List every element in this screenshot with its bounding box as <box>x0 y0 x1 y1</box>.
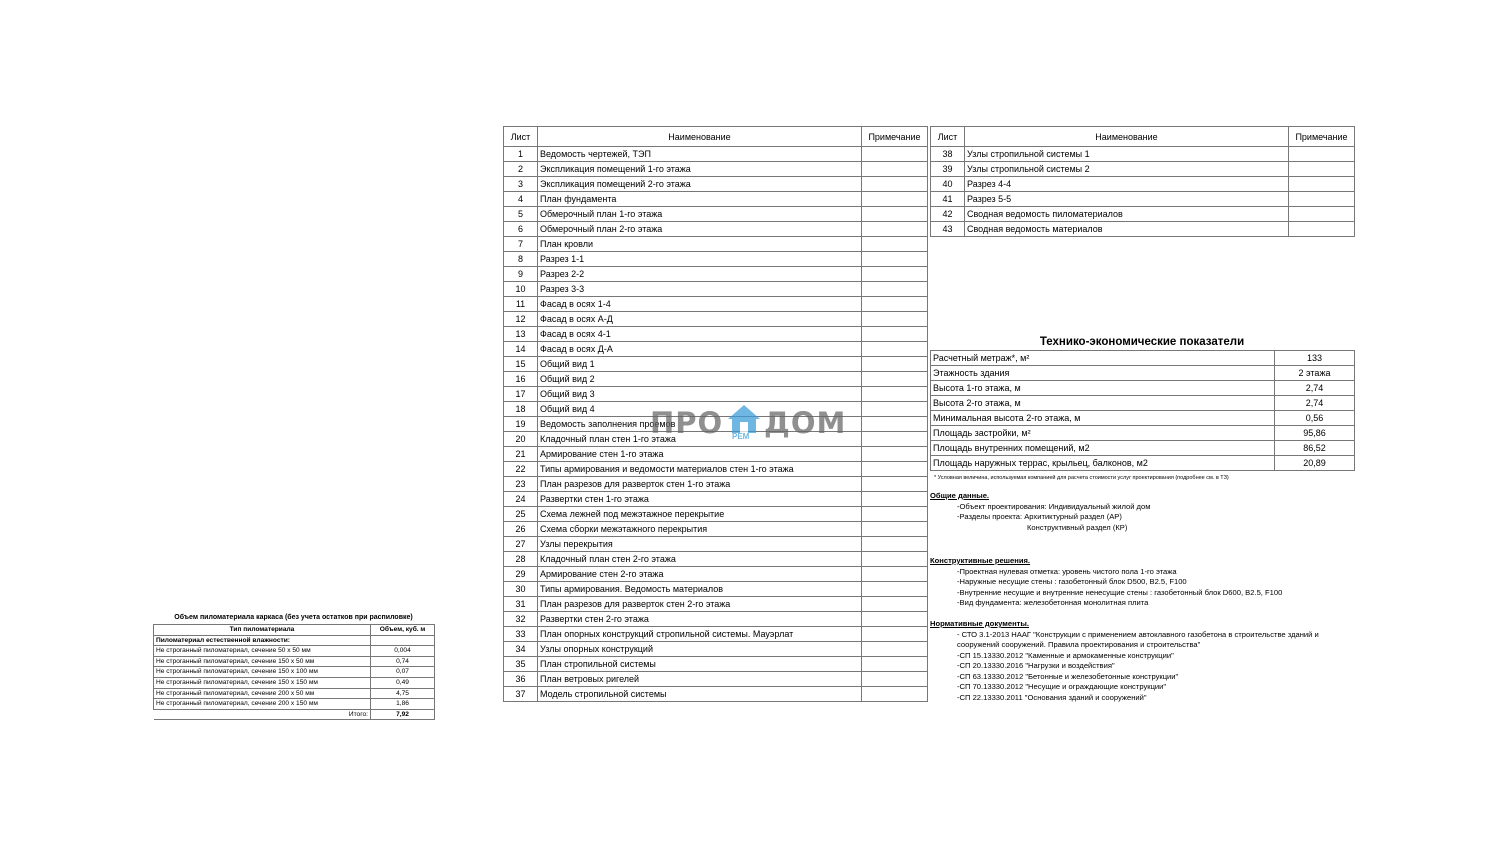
table-row <box>504 627 928 642</box>
sheet-note <box>862 642 928 657</box>
sheet-name: Обмерочный план 1-го этажа <box>538 207 862 222</box>
sheet-note <box>862 402 928 417</box>
tep-label: Минимальная высота 2-го этажа, м <box>931 411 1275 426</box>
sheet-name: Разрез 3-3 <box>538 282 862 297</box>
lumber-row <box>154 699 435 710</box>
table-row <box>504 462 928 477</box>
sheet-name: Фасад в осях 1-4 <box>538 297 862 312</box>
tep-value: 2 этажа <box>1275 366 1355 381</box>
sheet-note <box>862 357 928 372</box>
house-icon <box>726 404 762 434</box>
table-row <box>504 177 928 192</box>
sheet-number: 14 <box>504 342 538 357</box>
drawings-list-table-right <box>930 126 1355 237</box>
table-row <box>504 567 928 582</box>
sheet-name: Типы армирования. Ведомость материалов <box>538 582 862 597</box>
constructive-line: -Вид фундамента: железобетонная монолитная плита <box>957 598 1149 607</box>
sheet-name: Общий вид 3 <box>538 387 862 402</box>
table-row <box>504 447 928 462</box>
sheet-note <box>862 342 928 357</box>
table-row <box>504 597 928 612</box>
table-row <box>504 267 928 282</box>
sheet-number: 28 <box>504 552 538 567</box>
sheet-note <box>862 417 928 432</box>
sheet-note <box>1289 207 1355 222</box>
lumber-group-row <box>154 635 435 646</box>
table-row <box>504 657 928 672</box>
sheet-note <box>862 432 928 447</box>
sheet-note <box>862 372 928 387</box>
table-row <box>931 222 1355 237</box>
normative-line: - СТО 3.1-2013 НААГ "Конструкции с применением автоклавного газобетона в строительстве зданий и <box>957 629 1319 639</box>
tep-row <box>931 426 1355 441</box>
sheet-note <box>862 507 928 522</box>
sheet-note <box>862 237 928 252</box>
sheet-number: 7 <box>504 237 538 252</box>
sheet-note <box>862 162 928 177</box>
table-row <box>504 237 928 252</box>
table-row <box>931 177 1355 192</box>
sheet-note <box>862 492 928 507</box>
lumber-group-label: Пиломатериал естественной влажности: <box>154 635 371 646</box>
table-row <box>504 522 928 537</box>
sheet-name: План фундамента <box>538 192 862 207</box>
sheet-number: 5 <box>504 207 538 222</box>
sheet-note <box>862 207 928 222</box>
sheet-note <box>862 282 928 297</box>
sheet-name: Развертки стен 1-го этажа <box>538 492 862 507</box>
sheet-note <box>862 177 928 192</box>
lumber-col-volume: Объем, куб. м <box>371 625 435 636</box>
general-line: -Объект проектирования: Индивидуальный жилой дом <box>957 501 1151 511</box>
general-line: -Разделы проекта: Архитиктурный раздел (АР) <box>957 512 1122 521</box>
sheet-name: Разрез 5-5 <box>965 192 1289 207</box>
sheet-note <box>862 537 928 552</box>
sheet-number: 25 <box>504 507 538 522</box>
sheet-note <box>862 657 928 672</box>
table-header-row <box>931 127 1355 147</box>
sheet-number: 15 <box>504 357 538 372</box>
tep-value: 86,52 <box>1275 441 1355 456</box>
table-row <box>504 537 928 552</box>
constructive-line: -Наружные несущие стены : газобетонный блок D500, B2.5, F100 <box>957 577 1187 586</box>
sheet-number: 42 <box>931 207 965 222</box>
logo-text-right: ДОМ <box>764 406 847 440</box>
sheet-name: Экспликация помещений 1-го этажа <box>538 162 862 177</box>
lumber-title: Объем пиломатериала каркаса (без учета остатков при распиловке) <box>174 614 413 621</box>
normative-section <box>930 619 1319 703</box>
table-row <box>931 162 1355 177</box>
sheet-name: Модель стропильной системы <box>538 687 862 702</box>
lumber-table <box>153 624 435 720</box>
sheet-number: 32 <box>504 612 538 627</box>
lumber-value: 4,75 <box>371 688 435 699</box>
sheet-name: Узлы перекрытия <box>538 537 862 552</box>
tep-value: 133 <box>1275 351 1355 366</box>
tep-label: Высота 2-го этажа, м <box>931 396 1275 411</box>
lumber-value: 0,49 <box>371 677 435 688</box>
sheet-name: План стропильной системы <box>538 657 862 672</box>
sheet-name: Общий вид 4 <box>538 402 862 417</box>
lumber-label: Не строганный пиломатериал, сечение 200 x 150 мм <box>154 699 371 710</box>
sheet-name: Разрез 4-4 <box>965 177 1289 192</box>
constructive-section <box>930 556 1282 609</box>
tep-row <box>931 441 1355 456</box>
sheet-number: 8 <box>504 252 538 267</box>
sheet-name: Сводная ведомость пиломатериалов <box>965 207 1289 222</box>
table-row <box>504 342 928 357</box>
table-row <box>504 687 928 702</box>
normative-line: -СП 22.13330.2011 "Основания зданий и сооружений" <box>957 692 1147 702</box>
table-row <box>504 582 928 597</box>
sheet-name: Армирование стен 2-го этажа <box>538 567 862 582</box>
sheet-number: 43 <box>931 222 965 237</box>
lumber-group-empty <box>371 635 435 646</box>
sheet-number: 34 <box>504 642 538 657</box>
sheet-number: 16 <box>504 372 538 387</box>
sheet-name: Кладочный план стен 1-го этажа <box>538 432 862 447</box>
sheet-number: 39 <box>931 162 965 177</box>
sheet-note <box>1289 192 1355 207</box>
sheet-number: 12 <box>504 312 538 327</box>
tep-value: 0,56 <box>1275 411 1355 426</box>
lumber-value: 0,74 <box>371 656 435 667</box>
table-row <box>504 297 928 312</box>
lumber-row <box>154 667 435 678</box>
tep-label: Площадь наружных террас, крыльец, балконов, м2 <box>931 456 1275 471</box>
sheet-number: 35 <box>504 657 538 672</box>
sheet-number: 20 <box>504 432 538 447</box>
sheet-name: Узлы опорных конструкций <box>538 642 862 657</box>
sheet-number: 2 <box>504 162 538 177</box>
sheet-note <box>862 687 928 702</box>
constructive-line: -Проектная нулевая отметка: уровень чистого пола 1-го этажа <box>957 566 1177 576</box>
tep-label: Расчетный метраж*, м² <box>931 351 1275 366</box>
table-row <box>504 492 928 507</box>
lumber-row <box>154 646 435 657</box>
prodom-logo <box>650 404 850 444</box>
sheet-note <box>862 327 928 342</box>
tep-row <box>931 396 1355 411</box>
sheet-note <box>862 267 928 282</box>
constructive-line: -Внутренние несущие и внутренние ненесущие стены : газобетонный блок D600, B2.5, F100 <box>957 587 1283 597</box>
sheet-note <box>1289 222 1355 237</box>
sheet-name: Сводная ведомость материалов <box>965 222 1289 237</box>
lumber-value: 0,07 <box>371 667 435 678</box>
col-name-header: Наименование <box>965 127 1289 147</box>
tep-label: Площадь застройки, м² <box>931 426 1275 441</box>
table-row <box>931 192 1355 207</box>
sheet-number: 41 <box>931 192 965 207</box>
sheet-name: Ведомость заполнения проемов <box>538 417 862 432</box>
sheet-note <box>862 582 928 597</box>
table-row <box>504 552 928 567</box>
sheet-note <box>1289 147 1355 162</box>
sheet-number: 13 <box>504 327 538 342</box>
sheet-name: Разрез 1-1 <box>538 252 862 267</box>
normative-line: -СП 70.13330.2012 "Несущие и ограждающие конструкции" <box>957 682 1167 691</box>
sheet-number: 10 <box>504 282 538 297</box>
table-row <box>504 642 928 657</box>
sheet-name: Узлы стропильной системы 2 <box>965 162 1289 177</box>
table-row <box>504 372 928 387</box>
sheet-number: 21 <box>504 447 538 462</box>
sheet-name: План ветровых ригелей <box>538 672 862 687</box>
sheet-note <box>862 627 928 642</box>
table-row <box>504 672 928 687</box>
sheet-number: 37 <box>504 687 538 702</box>
lumber-col-type: Тип пиломатериала <box>154 625 371 636</box>
sheet-note <box>1289 162 1355 177</box>
logo-subtext: РЕМ <box>732 432 750 441</box>
lumber-label: Не строганный пиломатериал, сечение 150 x 100 мм <box>154 667 371 678</box>
lumber-row <box>154 656 435 667</box>
sheet-number: 36 <box>504 672 538 687</box>
col-sheet-header: Лист <box>931 127 965 147</box>
tep-value: 2,74 <box>1275 396 1355 411</box>
sheet-name: Схема сборки межэтажного перекрытия <box>538 522 862 537</box>
logo-text-left: ПРО <box>650 406 724 440</box>
sheet-note <box>862 477 928 492</box>
sheet-note <box>862 312 928 327</box>
tep-title: Технико-экономические показатели <box>1039 336 1245 348</box>
normative-heading: Нормативные документы. <box>930 619 1029 628</box>
lumber-label: Не строганный пиломатериал, сечение 50 x 50 мм <box>154 646 371 657</box>
tep-label: Площадь внутренних помещений, м2 <box>931 441 1275 456</box>
sheet-name: Общий вид 2 <box>538 372 862 387</box>
table-row <box>504 477 928 492</box>
sheet-note <box>862 387 928 402</box>
sheet-number: 26 <box>504 522 538 537</box>
tep-row <box>931 381 1355 396</box>
sheet-number: 24 <box>504 492 538 507</box>
lumber-row <box>154 677 435 688</box>
sheet-number: 27 <box>504 537 538 552</box>
sheet-note <box>862 462 928 477</box>
table-row <box>504 387 928 402</box>
sheet-number: 38 <box>931 147 965 162</box>
table-row <box>931 207 1355 222</box>
sheet-number: 18 <box>504 402 538 417</box>
sheet-name: Экспликация помещений 2-го этажа <box>538 177 862 192</box>
tep-row <box>931 411 1355 426</box>
sheet-number: 3 <box>504 177 538 192</box>
tep-label: Высота 1-го этажа, м <box>931 381 1275 396</box>
normative-line: -СП 63.13330.2012 "Бетонные и железобетонные конструкции" <box>957 671 1179 681</box>
normative-line: сооружений сооружений. Правила проектирования и строительства" <box>957 640 1201 649</box>
normative-line: -СП 15.13330.2012 "Каменные и армокаменные конструкции" <box>957 650 1174 660</box>
sheet-number: 30 <box>504 582 538 597</box>
col-note-header: Примечание <box>1289 127 1355 147</box>
sheet-name: План разрезов для разверток стен 1-го этажа <box>538 477 862 492</box>
sheet-name: План опорных конструкций стропильной системы. Мауэрлат <box>538 627 862 642</box>
table-row <box>504 282 928 297</box>
sheet-number: 29 <box>504 567 538 582</box>
lumber-label: Не строганный пиломатериал, сечение 150 x 50 мм <box>154 656 371 667</box>
constructive-heading: Конструктивные решения. <box>930 556 1031 565</box>
col-note-header: Примечание <box>862 127 928 147</box>
sheet-note <box>862 567 928 582</box>
tep-row <box>931 351 1355 366</box>
sheet-note <box>1289 177 1355 192</box>
tep-value: 20,89 <box>1275 456 1355 471</box>
sheet-name: План разрезов для разверток стен 2-го этажа <box>538 597 862 612</box>
table-row <box>504 507 928 522</box>
tep-label: Этажность здания <box>931 366 1275 381</box>
tep-table <box>930 350 1355 471</box>
lumber-value: 1,86 <box>371 699 435 710</box>
table-header-row <box>504 127 928 147</box>
sheet-name: Схема лежней под межэтажное перекрытие <box>538 507 862 522</box>
tep-footnote: * Условная величина, используемая компанией для расчета стоимости услуг проектирования (подробнее см. в ТЗ) <box>934 475 1229 481</box>
sheet-name: Фасад в осях А-Д <box>538 312 862 327</box>
table-row <box>504 327 928 342</box>
tep-value: 2,74 <box>1275 381 1355 396</box>
sheet-name: Кладочный план стен 2-го этажа <box>538 552 862 567</box>
sheet-name: Фасад в осях Д-А <box>538 342 862 357</box>
sheet-number: 1 <box>504 147 538 162</box>
sheet-name: Общий вид 1 <box>538 357 862 372</box>
sheet-number: 31 <box>504 597 538 612</box>
sheet-number: 4 <box>504 192 538 207</box>
tep-row <box>931 366 1355 381</box>
table-row <box>504 252 928 267</box>
sheet-note <box>862 672 928 687</box>
sheet-note <box>862 447 928 462</box>
table-row <box>504 612 928 627</box>
sheet-number: 22 <box>504 462 538 477</box>
table-row <box>504 357 928 372</box>
col-name-header: Наименование <box>538 127 862 147</box>
sheet-note <box>862 222 928 237</box>
sheet-number: 33 <box>504 627 538 642</box>
sheet-number: 9 <box>504 267 538 282</box>
table-row <box>504 192 928 207</box>
sheet-note <box>862 552 928 567</box>
sheet-number: 19 <box>504 417 538 432</box>
general-data-heading: Общие данные. <box>930 491 990 500</box>
table-row <box>504 312 928 327</box>
lumber-total-row <box>154 709 435 720</box>
sheet-name: Типы армирования и ведомости материалов стен 1-го этажа <box>538 462 862 477</box>
sheet-name: План кровли <box>538 237 862 252</box>
table-row <box>931 147 1355 162</box>
general-line: Конструктивный раздел (КР) <box>1027 522 1128 532</box>
lumber-value: 0,004 <box>371 646 435 657</box>
table-row <box>504 207 928 222</box>
lumber-header-row <box>154 625 435 636</box>
sheet-name: Ведомость чертежей, ТЭП <box>538 147 862 162</box>
sheet-name: Развертки стен 2-го этажа <box>538 612 862 627</box>
table-row <box>504 162 928 177</box>
sheet-name: Обмерочный план 2-го этажа <box>538 222 862 237</box>
sheet-number: 17 <box>504 387 538 402</box>
general-data-section <box>930 491 1150 533</box>
sheet-name: Разрез 2-2 <box>538 267 862 282</box>
sheet-note <box>862 297 928 312</box>
lumber-total-value: 7,92 <box>371 709 435 720</box>
sheet-note <box>862 147 928 162</box>
lumber-row <box>154 688 435 699</box>
sheet-note <box>862 522 928 537</box>
tep-row <box>931 456 1355 471</box>
table-row <box>504 147 928 162</box>
sheet-name: Узлы стропильной системы 1 <box>965 147 1289 162</box>
tep-value: 95,86 <box>1275 426 1355 441</box>
lumber-label: Не строганный пиломатериал, сечение 150 x 150 мм <box>154 677 371 688</box>
sheet-number: 11 <box>504 297 538 312</box>
sheet-name: Фасад в осях 4-1 <box>538 327 862 342</box>
sheet-note <box>862 192 928 207</box>
normative-line: -СП 20.13330.2016 "Нагрузки и воздействия" <box>957 661 1115 670</box>
sheet-note <box>862 252 928 267</box>
sheet-note <box>862 612 928 627</box>
sheet-number: 40 <box>931 177 965 192</box>
col-sheet-header: Лист <box>504 127 538 147</box>
sheet-number: 23 <box>504 477 538 492</box>
lumber-label: Не строганный пиломатериал, сечение 200 x 50 мм <box>154 688 371 699</box>
table-row <box>504 222 928 237</box>
sheet-note <box>862 597 928 612</box>
sheet-name: Армирование стен 1-го этажа <box>538 447 862 462</box>
lumber-total-label: Итого: <box>154 709 371 720</box>
sheet-number: 6 <box>504 222 538 237</box>
